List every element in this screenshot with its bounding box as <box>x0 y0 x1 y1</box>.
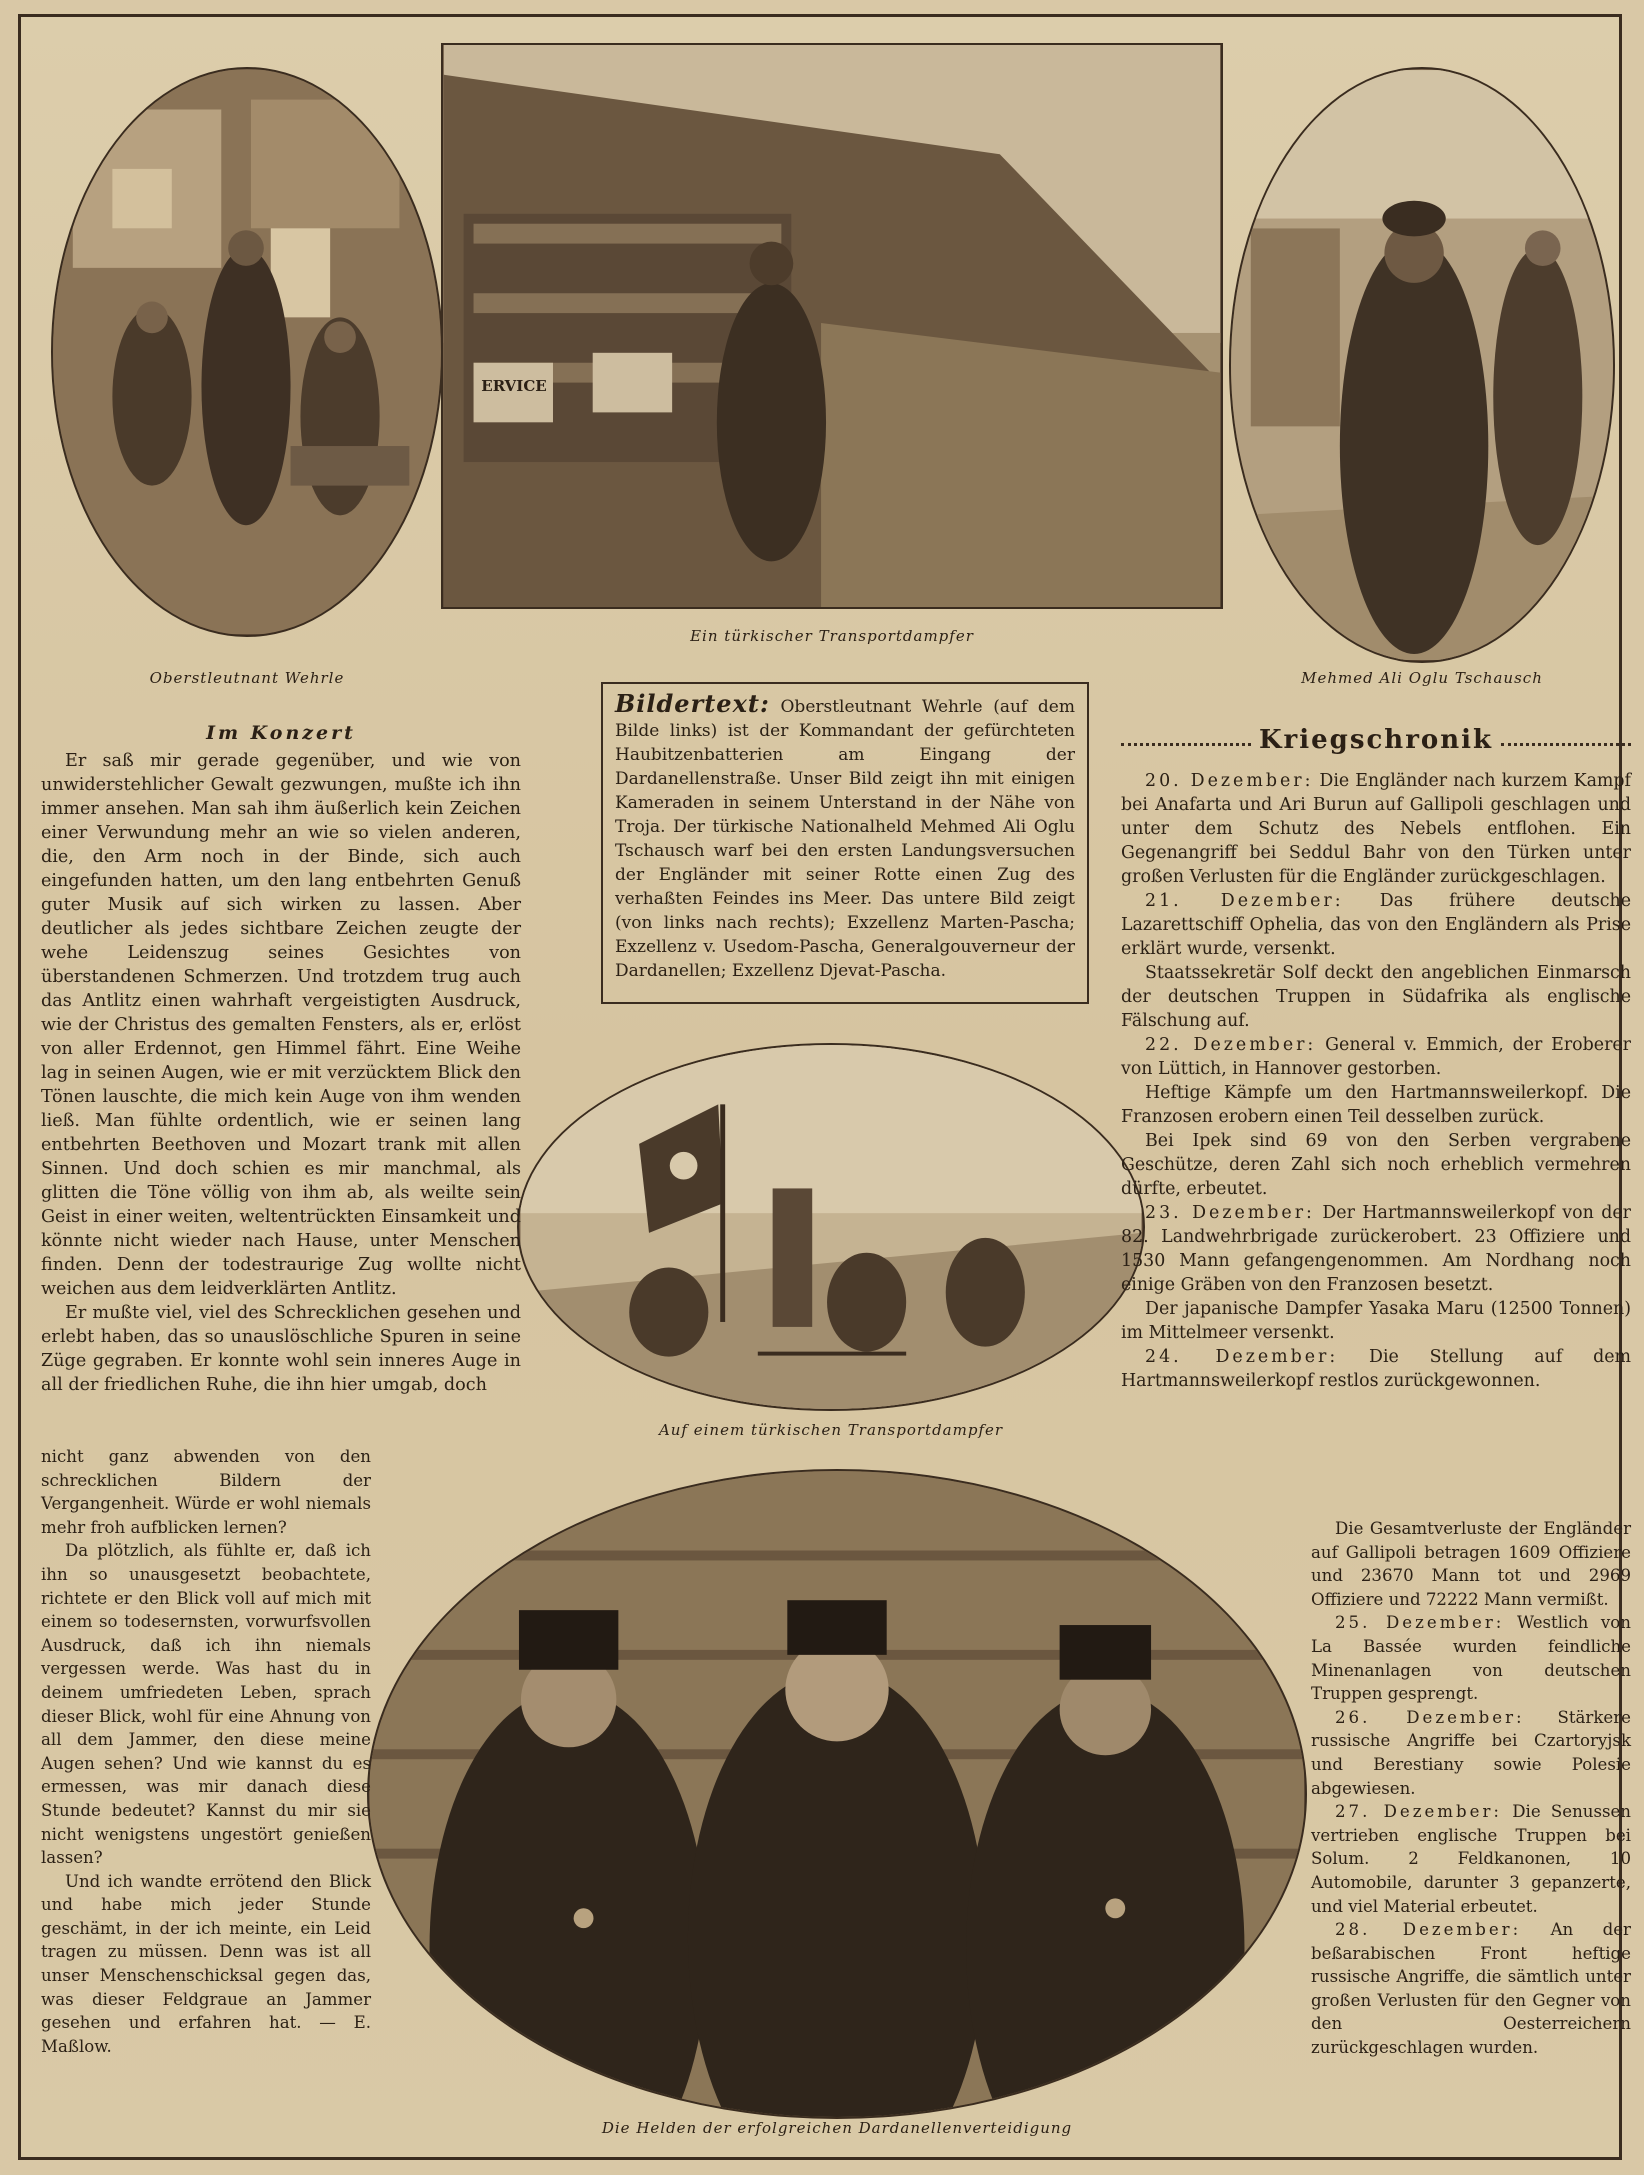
chronik-entry-text: Die Gesamtverluste der Engländer auf Gallipoli betragen 1609 Offiziere und 23670 Mann tot und 2969 Offiziere und 72222 Mann vermißt. <box>1311 1519 1631 1609</box>
chronik-entry-date: 21. Dezember: <box>1145 891 1344 911</box>
chronik-entry <box>1121 961 1631 1033</box>
konzert-paragraph-4: Und ich wandte errötend den Blick und habe mich jeder Stunde geschämt, in der ich meinte, ein Leid tragen zu müssen. Denn was ist all unser Menschenschicksal gegen das, was dieser Feldgraue an Jammer gesehen und erfahren hat. — E. Maßlow. <box>41 1871 371 2056</box>
chronik-dots-left <box>1121 743 1251 746</box>
chronik-entry-text: General v. Emmich, der Eroberer von Lüttich, in Hannover gestorben. <box>1121 1035 1631 1079</box>
chronik-entry-text: Der japanische Dampfer Yasaka Maru (12500 Tonnen) im Mittelmeer versenkt. <box>1121 1299 1631 1343</box>
konzert-paragraph-3: Da plötzlich, als fühlte er, daß ich ihn so unausgesetzt beobachtete, richtete er den Blick voll auf mich mit einem so todesernsten, vorwurfsvollen Ausdruck, daß ich ihn niemals vergessen werde. Was hast du in deinem umfriedeten Leben, sprach dieser Blick, wohl für eine Ahnung von all dem Jammer, den diese meine Augen sehen? Und wie kannst du es ermessen, was mir danach diese Stunde bedeutet? Kannst du mir sie nicht wenigstens ungestört genießen lassen? <box>41 1541 371 1868</box>
chronik-column-narrow <box>1311 1517 1631 2060</box>
chronik-entry <box>1311 1800 1631 1918</box>
chronik-entry-text: Stärkere russische Angriffe bei Czartoryjsk und Berestiany sowie Polesie abgewiesen. <box>1311 1707 1631 1798</box>
chronik-entry-text: Die Stellung auf dem Hartmannsweilerkopf restlos zurückgewonnen. <box>1121 1347 1631 1391</box>
photo-transport-image <box>443 45 1221 607</box>
chronik-entry-text: Staatssekretär Solf deckt den angeblichen Einmarsch der deutschen Truppen in Südafrika als englische Fälschung auf. <box>1121 963 1631 1031</box>
chronik-entry <box>1121 1345 1631 1393</box>
chronik-heading <box>1121 725 1631 761</box>
chronik-entry-text: Das frühere deutsche Lazarettschiff Ophelia, das von den Engländern als Prise erklärt wurde, versenkt. <box>1121 891 1632 959</box>
caption-wehrle: Oberstleutnant Wehrle <box>149 669 345 687</box>
caption-helden: Die Helden der erfolgreichen Dardanellenverteidigung <box>601 2119 1073 2137</box>
chronik-entry-text: Die Engländer nach kurzem Kampf bei Anafarta und Ari Burun auf Gallipoli geschlagen und unter dem Schutz des Nebels entflohen. Ein Gegenangriff bei Seddul Bahr von den Türken unter großen Verlusten für die Engländer zurückgeschlagen. <box>1121 771 1631 887</box>
bildertext-body: Oberstleutnant Wehrle (auf dem Bilde links) ist der Kommandant der gefürchteten Haubitzenbatterien am Eingang der Dardanellenstraße. Unser Bild zeigt ihn mit einigen Kameraden in seinem Unterstand in der Nähe von Troja. Der türkische Nationalheld Mehmed Ali Oglu Tschausch warf bei den ersten Landungsversuchen der Engländer mit seiner Rotte einen Zug des verhaßten Feindes ins Meer. Das untere Bild zeigt (von links nach rechts); Exzellenz Marten-Pascha; Exzellenz v. Usedom-Pascha, Generalgouverneur der Dardanellen; Exzellenz Djevat-Pascha. <box>615 697 1075 981</box>
chronik-entry-date: 20. Dezember: <box>1145 771 1314 791</box>
chronik-entry-date: 27. Dezember: <box>1335 1802 1502 1822</box>
chronik-entry-text: Westlich von La Bassée wurden feindliche Minenanlagen von deutschen Truppen gesprengt. <box>1311 1613 1631 1704</box>
caption-auf-einem: Auf einem türkischen Transportdampfer <box>658 1421 1004 1439</box>
konzert-paragraph-2b: nicht ganz abwenden von den schrecklichen Bildern der Vergangenheit. Würde er wohl niemals mehr froh aufblicken lernen? <box>41 1447 371 1537</box>
chronik-entry <box>1311 1611 1631 1705</box>
chronik-entry <box>1121 1033 1631 1081</box>
chronik-entry-date: 25. Dezember: <box>1335 1613 1505 1633</box>
chronik-entry-text: Die Senussen vertrieben englische Truppen bei Solum. 2 Feldkanonen, 10 Automobile, darunter 3 gepanzerte, und viel Material erbeutet. <box>1311 1802 1631 1916</box>
chronik-column <box>1121 769 1631 1393</box>
photo-auf-einem <box>517 1043 1145 1411</box>
chronik-entry-text: An der beßarabischen Front heftige russische Angriffe, die sämtlich unter großen Verlusten für den Gegner von den Oesterreichern zurückgeschlagen wurden. <box>1311 1920 1631 2058</box>
chronik-entry-date: 23. Dezember: <box>1145 1203 1315 1223</box>
konzert-column <box>41 721 521 1397</box>
chronik-title: Kriegschronik <box>1258 725 1494 755</box>
bildertext-lead: Bildertext: <box>615 689 770 718</box>
caption-transport: Ein türkischer Transportdampfer <box>690 627 974 645</box>
chronik-entry <box>1121 1129 1631 1201</box>
chronik-dots-right <box>1501 743 1631 746</box>
photo-mehmed-image <box>1231 69 1613 661</box>
chronik-entry-text: Heftige Kämpfe um den Hartmannsweilerkopf. Die Franzosen erobern einen Teil desselben zurück. <box>1121 1083 1631 1127</box>
photo-helden-image <box>369 1471 1305 2117</box>
chronik-entry <box>1121 1297 1631 1345</box>
chronik-entry <box>1311 1706 1631 1800</box>
chronik-entry-date: 24. Dezember: <box>1145 1347 1339 1367</box>
chronik-entry-date: 22. Dezember: <box>1145 1035 1317 1055</box>
photo-transport <box>441 43 1223 609</box>
konzert-paragraph-2a: Er mußte viel, viel des Schrecklichen gesehen und erlebt haben, das so unauslöschliche Spuren in seine Züge gegraben. Er konnte wohl sein inneres Auge in all der friedlichen Ruhe, die ihn hier umgab, doch <box>41 1303 521 1395</box>
photo-wehrle <box>51 67 443 637</box>
chronik-entry-date: 28. Dezember: <box>1335 1920 1522 1940</box>
konzert-title: Im Konzert <box>206 722 356 744</box>
chronik-entry <box>1121 1201 1631 1297</box>
konzert-column-narrow <box>41 1445 371 2058</box>
chronik-entry <box>1121 1081 1631 1129</box>
chronik-entry <box>1121 769 1631 889</box>
sign-service: ERVICE <box>481 377 547 395</box>
chronik-entry <box>1121 889 1631 961</box>
chronik-entry <box>1311 1517 1631 1611</box>
photo-helden <box>367 1469 1307 2119</box>
bildertext-box <box>601 682 1089 1004</box>
photo-mehmed <box>1229 67 1615 663</box>
chronik-entry-text: Der Hartmannsweilerkopf von der 82. Landwehrbrigade zurückerobert. 23 Offiziere und 1530 Mann gefangengenommen. Am Nordhang noch einige Gräben von den Franzosen besetzt. <box>1121 1203 1631 1295</box>
caption-mehmed: Mehmed Ali Oglu Tschausch <box>1301 669 1543 687</box>
chronik-entry <box>1311 1918 1631 2060</box>
chronik-entry-text: Bei Ipek sind 69 von den Serben vergrabene Geschütze, deren Zahl sich noch erheblich vermehren dürfte, erbeutet. <box>1121 1131 1631 1199</box>
photo-auf-einem-image <box>519 1045 1143 1409</box>
newspaper-page <box>18 14 1632 2160</box>
konzert-paragraph-1: Er saß mir gerade gegenüber, und wie von unwiderstehlicher Gewalt gezwungen, mußte ich ihn immer ansehen. Man sah ihm äußerlich kein Zeichen einer Verwundung mehr an wie so vielen anderen, die, den Arm noch in der Binde, sich auch eingefunden hatten, um den lang entbehrten Genuß guter Musik auf sich wirken zu lassen. Aber deutlicher als jedes sichtbare Zeichen zeugte der wehe Leidenszug seines Gesichtes von überstandenen Schmerzen. Und trotzdem trug auch das Antlitz einen wahrhaft vergeistigten Ausdruck, wie der Christus des gemalten Fensters, als er, erlöst von aller Erdennot, gen Himmel fährt. Eine Weihe lag in seinen Augen, wie er mit verzücktem Blick den Tönen lauschte, die mich kein Auge von ihm wenden ließ. Man fühlte ordentlich, wie er seinen lang entbehrten Beethoven und Mozart trank mit allen Sinnen. Und doch schien es mir manchmal, als glitten die Töne völlig von ihm ab, als weilte sein Geist in einer weiten, weltentrückten Einsamkeit und könnte nicht wieder nach Hause, unter Menschen finden. Denn der todestraurige Zug wollte nicht weichen aus dem leidverklärten Antlitz. <box>41 751 521 1299</box>
photo-wehrle-image <box>53 69 441 635</box>
chronik-entry-date: 26. Dezember: <box>1335 1707 1525 1727</box>
